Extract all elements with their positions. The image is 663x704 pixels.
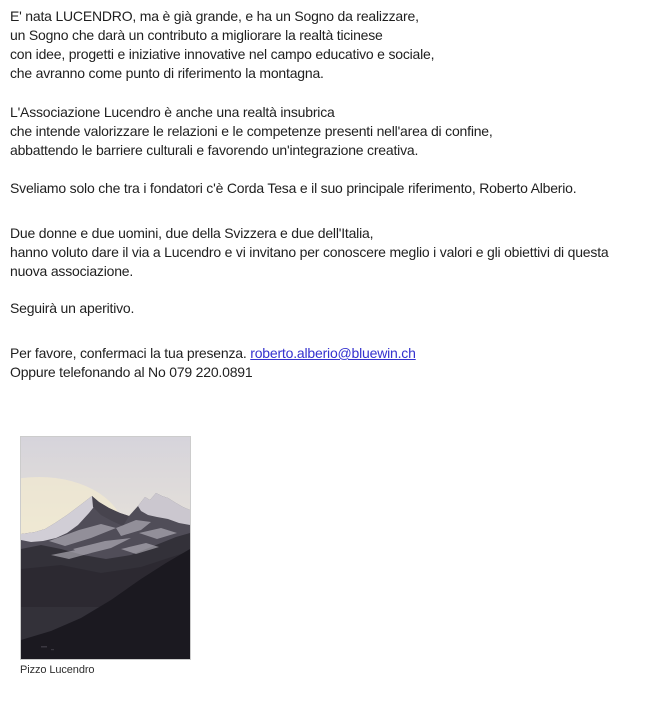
- text-line: Sveliamo solo che tra i fondatori c'è Corda Tesa e il suo principale riferimento, Roberto Alberio.: [10, 180, 577, 196]
- text-line: Due donne e due uomini, due della Svizzera e due dell'Italia,: [10, 225, 374, 241]
- paragraph-aperitivo: [10, 299, 657, 318]
- text-line: un Sogno che darà un contributo a migliorare la realtà ticinese: [10, 27, 383, 43]
- rsvp-confirm-line: Per favore, confermaci la tua presenza.: [10, 345, 247, 361]
- text-line: che intende valorizzare le relazioni e le competenze presenti nell'area di confine,: [10, 123, 493, 139]
- text-line: hanno voluto dare il via a Lucendro e vi invitano per conoscere meglio i valori e gli obiettivi di questa: [10, 244, 609, 260]
- text-line: L'Associazione Lucendro è anche una realtà insubrica: [10, 104, 335, 120]
- mountain-photo-art: [21, 437, 190, 659]
- text-line: E' nata LUCENDRO, ma è già grande, e ha un Sogno da realizzare,: [10, 8, 419, 24]
- paragraph-founders: [10, 179, 657, 198]
- text-line: abbattendo le barriere culturali e favorendo un'integrazione creativa.: [10, 142, 419, 158]
- paragraph-rsvp: [10, 344, 657, 382]
- text-line: Seguirà un aperitivo.: [10, 300, 135, 316]
- paragraph-invitation: [10, 224, 657, 281]
- text-line: nuova associazione.: [10, 263, 134, 279]
- text-line: con idee, progetti e iniziative innovative nel campo educativo e sociale,: [10, 46, 435, 62]
- rsvp-phone-line: Oppure telefonando al No 079 220.0891: [10, 364, 253, 380]
- mountain-photo: [20, 436, 191, 660]
- email-link[interactable]: roberto.alberio@bluewin.ch: [250, 345, 416, 361]
- paragraph-association: [10, 103, 657, 160]
- text-line: che avranno come punto di riferimento la montagna.: [10, 65, 324, 81]
- mountain-photo-figure: [20, 436, 191, 677]
- photo-caption: Pizzo Lucendro: [20, 664, 95, 676]
- paragraph-intro: [10, 7, 657, 83]
